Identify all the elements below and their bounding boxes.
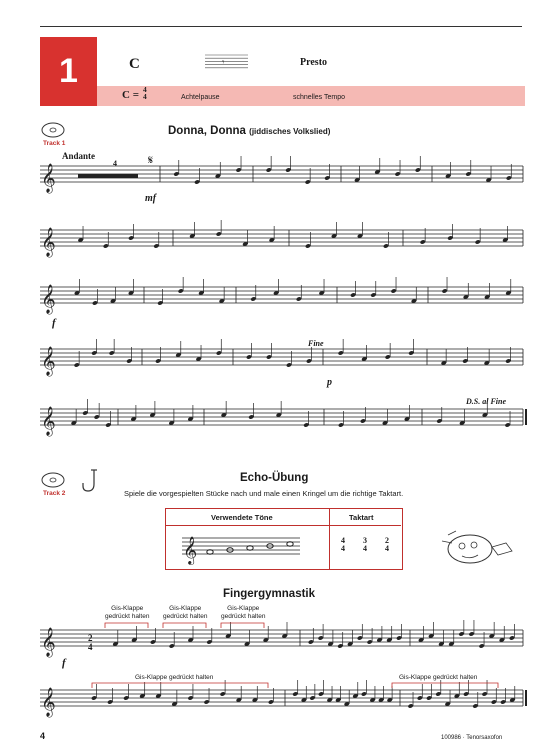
track-label-2: Track 2 [43,490,66,497]
col-tones-header: Verwendete Töne [211,513,273,522]
dynamic-mf: mf [145,193,157,204]
key-label-line: Gis-Klappe [169,605,202,612]
common-time-symbol: C [129,56,140,72]
meter-numerator: 4 [341,536,345,545]
key-bracket [163,623,206,628]
rest-label: Achtelpause [181,94,220,101]
song-subtitle: (jiddisches Volkslied) [249,127,331,136]
page-number: 4 [40,731,46,741]
treble-clef: 𝄞 [41,227,56,256]
finger-time-num: 2 [88,633,93,643]
tempo-marking: Andante [62,151,96,161]
key-label-line: Gis-Klappe [111,605,144,612]
tempo-description: schnelles Tempo [293,94,346,101]
whole-note [247,546,253,550]
key-label-line: gedrückt halten [163,613,208,620]
key-bracket [105,623,148,628]
multi-rest-count: 4 [113,159,117,168]
finger-title: Fingergymnastik [223,588,316,600]
echo-title: Echo-Übung [240,472,309,484]
fine-marking: Fine [308,339,324,348]
meter-denominator: 4 [363,544,367,553]
treble-clef: 𝄞 [41,627,56,656]
key-bracket [392,683,498,688]
lesson-number-badge: 1 [40,37,97,106]
key-label-line: gedrückt halten [105,613,150,620]
key-bracket [221,623,264,628]
meter-numerator: 2 [385,536,389,545]
treble-clef: 𝄞 [41,406,56,435]
key-label-long: Gis-Klappe gedrückt halten [399,674,478,681]
song-title-text: Donna, Donna [168,125,246,137]
treble-clef: 𝄞 [183,536,198,564]
echo-instruction: Spiele die vorgespielten Stücke nach und male einen Kringel um die richtige Taktart. [124,489,404,498]
track-label-1: Track 1 [43,140,66,147]
key-label-long: Gis-Klappe gedrückt halten [135,674,214,681]
tempo-term: Presto [300,57,328,68]
dynamic-piano: p [327,377,332,388]
eighth-rest-symbol: 𝄾 [222,58,225,68]
treble-clef: 𝄞 [41,346,56,375]
footer-code: 100986 · Tenorsaxofon [441,735,503,741]
key-label-line: Gis-Klappe [227,605,260,612]
ds-al-fine: D.S. al Fine [466,397,507,406]
treble-clef: 𝄞 [41,163,56,192]
whole-note [287,542,293,546]
finger-dynamic: f [62,657,66,669]
meter-denominator: 4 [341,544,345,553]
treble-clef: 𝄞 [41,284,56,313]
multi-rest-bar [78,174,138,178]
key-label-line: gedrückt halten [221,613,266,620]
treble-clef: 𝄞 [41,687,56,716]
meter-numerator: 3 [363,536,367,545]
time-numerator: 4 [143,85,147,94]
col-meter-header: Taktart [349,513,374,522]
segno-symbol: 𝄋 [148,153,154,167]
whole-note [207,550,213,554]
finger-time-den: 4 [88,642,93,652]
meter-denominator: 4 [385,544,389,553]
common-time-equation: C = [122,89,139,101]
key-bracket [92,683,268,688]
time-denominator: 4 [143,92,147,101]
dynamic-forte: f [52,317,56,329]
